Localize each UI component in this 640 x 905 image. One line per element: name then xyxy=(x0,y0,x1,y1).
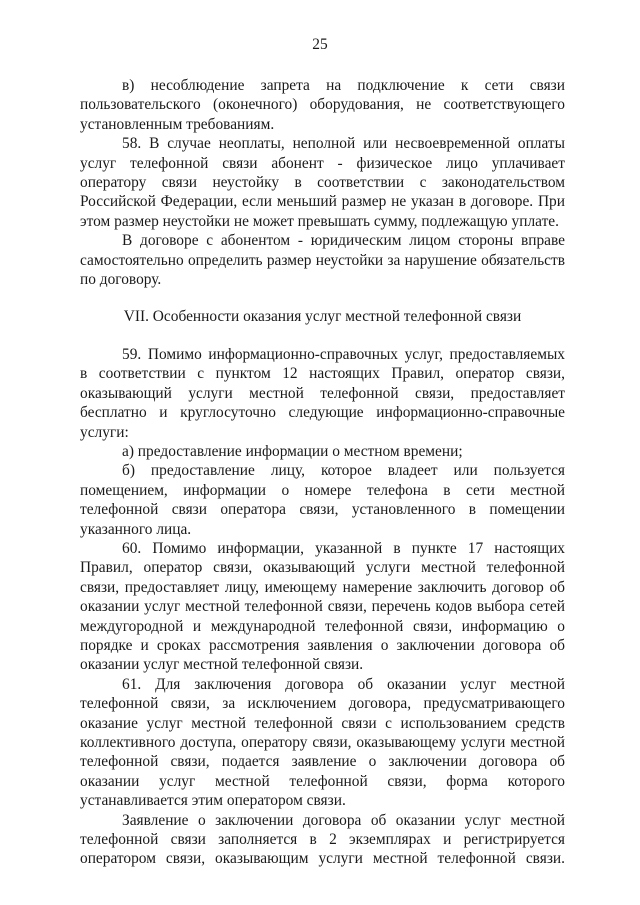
clause-58-paragraph: 58. В случае неоплаты, неполной или несвоевременной оплаты услуг телефонной связи абонент - физическое лицо уплачивает оператору связи неустойку в соответствии с законодательством Российской Федерации, если меньший размер не указан в договоре. При этом размер неустойки не может превышать сумму, подлежащую уплате. xyxy=(80,135,565,230)
clause-59-item-a: а) предоставление информации о местном времени; xyxy=(122,442,463,460)
page-number: 25 xyxy=(312,36,328,53)
section-heading: VII. Особенности оказания услуг местной телефонной связи xyxy=(123,308,522,326)
clause-59-item-b: б) предоставление лицу, которое владеет или пользуется помещением, информации о номере телефона в сети местной телефонной связи оператора связи, установленного в помещении указанного лица. xyxy=(80,462,565,538)
clause-60-paragraph: 60. Помимо информации, указанной в пункте 17 настоящих Правил, оператор связи, оказывающий услуги местной телефонной связи, предоставляет лицу, имеющему намерение заключить договор об оказании услуг местной телефонной связи, перечень кодов выбора сетей междугородной и международной телефонной связи, информацию о порядке и сроках рассмотрения заявления о заключении договора об оказании услуг местной телефонной связи. xyxy=(80,539,565,674)
clause-61-application-paragraph: Заявление о заключении договора об оказании услуг местной телефонной связи заполняется в 2 экземплярах и регистрируется оператором связи, оказывающим услуги местной телефонной связи. xyxy=(80,811,565,868)
document-body xyxy=(80,76,565,869)
clause-59-paragraph: 59. Помимо информационно-справочных услуг, предоставляемых в соответствии с пунктом 12 настоящих Правил, оператор связи, оказывающий услуги местной телефонной связи, предоставляет бесплатно и круглосуточно следующие информационно-справочные услуги: xyxy=(80,345,565,441)
clause-61-paragraph: 61. Для заключения договора об оказании услуг местной телефонной связи, за исключением договора, предусматривающего оказание услуг местной телефонной связи с использованием средств коллективного доступа, оператору связи, оказывающему услуги местной телефонной связи, подается заявление о заключении договора об оказании услуг местной телефонной связи, форма которого устанавливается этим оператором связи. xyxy=(80,675,565,810)
clause-58-legal-entity-paragraph: В договоре с абонентом - юридическим лицом стороны вправе самостоятельно определить размер неустойки за нарушение обязательств по договору. xyxy=(80,232,565,289)
item-v-paragraph: в) несоблюдение запрета на подключение к сети связи пользовательского (оконечного) оборудования, не соответствующего установленным требованиям. xyxy=(80,77,565,133)
